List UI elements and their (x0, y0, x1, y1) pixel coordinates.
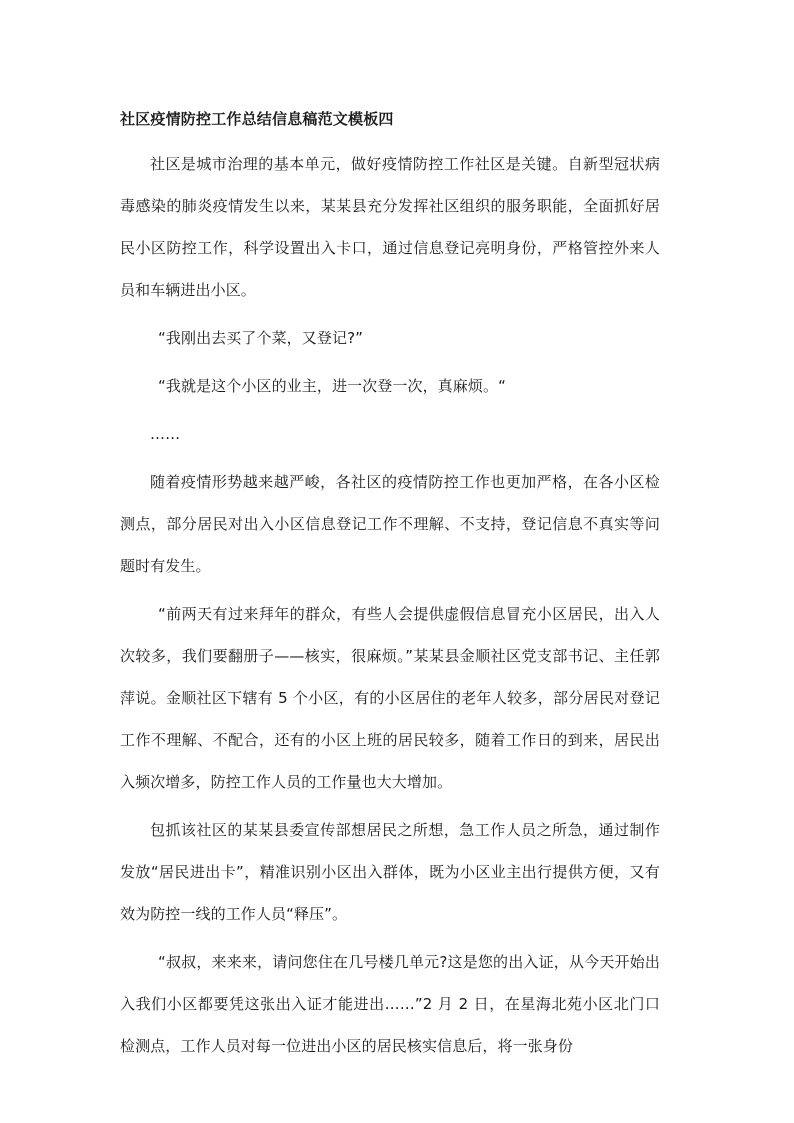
paragraph-situation: 随着疫情形势越来越严峻，各社区的疫情防控工作也更加严格，在各小区检测点，部分居民对出入小区信息登记工作不理解、不支持，登记信息不真实等问题时有发生。 (120, 473, 660, 575)
paragraph-interview: “前两天有过来拜年的群众，有些人会提供虚假信息冒充小区居民，出入人次较多，我们要翻册子——核实，很麻烦。”某某县金顺社区党支部书记、主任郭萍说。金顺社区下辖有 5 个小区，有的小区居住的老年人较多，部分居民对登记工作不理解、不配合，还有的小区上班的居民较多，随着工作日的到来，居民出入频次增多，防控工作人员的工作量也大大增加。 (120, 605, 660, 791)
paragraph-intro: 社区是城市治理的基本单元，做好疫情防控工作社区是关键。自新型冠状病毒感染的肺炎疫情发生以来，某某县充分发挥社区组织的服务职能，全面抓好居民小区防控工作，科学设置出入卡口，通过信息登记亮明身份，严格管控外来人员和车辆进出小区。 (120, 155, 660, 299)
document-title: 社区疫情防控工作总结信息稿范文模板四 (120, 110, 394, 128)
document-body (120, 108, 660, 1073)
paragraph-ellipsis: …… (150, 425, 181, 443)
paragraph-quote-1: “我刚出去买了个菜，又登记?” (158, 329, 364, 347)
paragraph-scene: “叔叔，来来来，请问您住在几号楼几单元?这是您的出入证，从今天开始出入我们小区都要凭这张出入证才能进出……”2 月 2 日，在星海北苑小区北门口检测点，工作人员对每一位进出小区的居民核实信息后，将一张身份 (120, 953, 660, 1055)
paragraph-measures: 包抓该社区的某某县委宣传部想居民之所想，急工作人员之所急，通过制作发放“居民进出卡”，精准识别小区出入群体，既为小区业主出行提供方便，又有效为防控一线的工作人员“释压”。 (120, 821, 660, 923)
paragraph-quote-2: “我就是这个小区的业主，进一次登一次，真麻烦。“ (158, 377, 506, 395)
